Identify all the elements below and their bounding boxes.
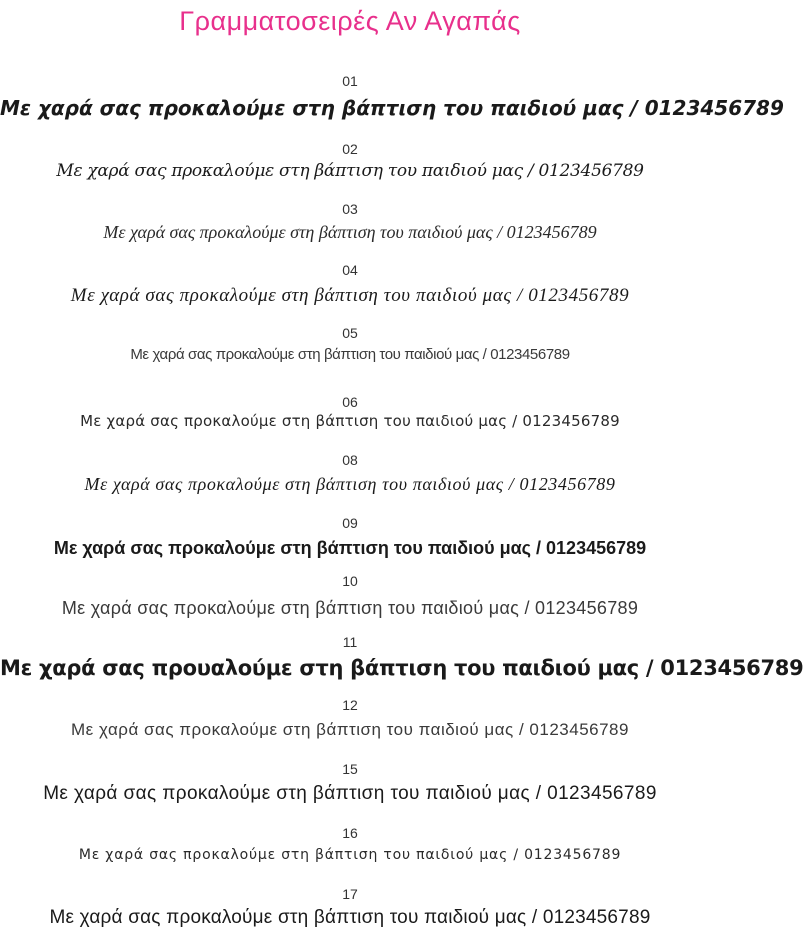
font-sample: Με χαρά σας προκαλούμε στη βάπτιση του παιδιού μας / 0123456789 — [84, 474, 616, 494]
font-sample: Με χαρά σας προκαλούμε στη βάπτιση του παιδιού μας / 0123456789 — [78, 847, 622, 863]
font-sample: Με χαρά σας προκαλούμε στη βάπτιση του παιδιού μας / 0123456789 — [71, 720, 629, 739]
font-sample: Με χαρά σας προκαλούμε στη βάπτιση του παιδιού μας / 0123456789 — [49, 907, 651, 928]
font-sample: Με χαρά σας προκαλούμε στη βάπτιση του παιδιού μας / 0123456789 — [130, 346, 570, 363]
font-sample: Με χαρά σας προκαλούμε στη βάπτιση του παιδιού μας / 0123456789 — [103, 222, 597, 242]
font-number: 06 — [342, 394, 358, 410]
font-sample: Με χαρά σας προκαλούμε στη βάπτιση του παιδιού μας / 0123456789 — [61, 598, 639, 618]
font-number: 11 — [342, 634, 358, 650]
font-sample: Με χαρά σας προκαλούμε στη βάπτιση του παιδιού μας / 0123456789 — [53, 538, 647, 558]
font-sample: Με χαρά σας προκαλούμε στη βάπτιση του παιδιού μας / 0123456789 — [70, 285, 630, 306]
font-sample: Με χαρά σας προκαλούμε στη βάπτιση του παιδιού μας / 0123456789 — [56, 161, 644, 181]
font-number: 02 — [342, 141, 358, 157]
font-number: 17 — [342, 886, 358, 902]
font-sample: Με χαρά σας προυαλούμε στη βάπτιση του παιδιού μας / 0123456789 — [0, 656, 803, 680]
page-title: Γραμματοσειρές Αν Αγαπάς — [179, 6, 521, 36]
font-sample: Με χαρά σας προκαλούμε στη βάπτιση του παιδιού μας / 0123456789 — [43, 783, 657, 804]
font-number: 10 — [342, 573, 358, 589]
font-number: 09 — [342, 515, 358, 531]
font-number: 12 — [342, 697, 358, 713]
font-number: 08 — [342, 452, 358, 468]
font-number: 01 — [342, 73, 358, 89]
font-number: 15 — [342, 761, 358, 777]
font-sample: Με χαρά σας προκαλούμε στη βάπτιση του παιδιού μας / 0123456789 — [0, 96, 784, 120]
font-number: 05 — [342, 325, 358, 341]
font-number: 04 — [342, 262, 358, 278]
font-number: 03 — [342, 201, 358, 217]
font-number: 16 — [342, 825, 358, 841]
font-sample: Με χαρά σας προκαλούμε στη βάπτιση του παιδιού μας / 0123456789 — [80, 412, 620, 430]
